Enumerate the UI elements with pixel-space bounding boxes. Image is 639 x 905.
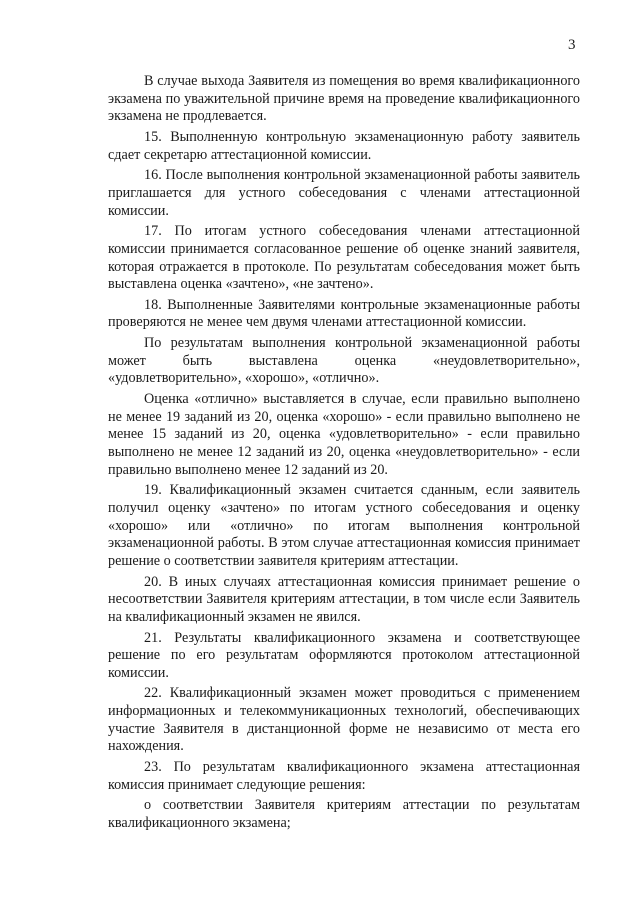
paragraph-item-16: 16. После выполнения контрольной экзаменационной работы заявитель приглашается для устного собеседования с членами аттестационной комиссии.	[108, 167, 580, 219]
document-body	[108, 73, 580, 833]
paragraph: о соответствии Заявителя критериям аттестации по результатам квалификационного экзамена;	[108, 797, 580, 831]
paragraph-item-18: 18. Выполненные Заявителями контрольные экзаменационные работы проверяются не менее чем двумя членами аттестационной комиссии.	[108, 296, 580, 331]
paragraph-item-19: 19. Квалификационный экзамен считается сданным, если заявитель получил оценку «зачтено» по итогам устного собеседования и оценку «хорошо» или «отлично» по итогам выполнения контрольной экзаменационной работы. В этом случае аттестационная комиссия принимает решение о соответствии заявителя критериям аттестации.	[108, 482, 580, 569]
paragraph-item-15: 15. Выполненную контрольную экзаменационную работу заявитель сдает секретарю аттестационной комиссии.	[108, 128, 580, 163]
page-number: 3	[568, 37, 576, 53]
paragraph-item-20: 20. В иных случаях аттестационная комиссия принимает решение о несоответствии Заявителя критериям аттестации, в том числе если Заявитель на квалификационный экзамен не явился.	[108, 573, 580, 625]
paragraph-item-23: 23. По результатам квалификационного экзамена аттестационная комиссия принимает следующие решения:	[108, 759, 580, 793]
paragraph: В случае выхода Заявителя из помещения во время квалификационного экзамена по уважительной причине время на проведение квалификационного экзамена не продлевается.	[108, 73, 580, 125]
paragraph-item-21: 21. Результаты квалификационного экзамена и соответствующее решение по его результатам оформляются протоколом аттестационной комиссии.	[108, 629, 580, 681]
paragraph-item-22: 22. Квалификационный экзамен может проводиться с применением информационных и телекоммуникационных технологий, обеспечивающих участие Заявителя в дистанционной форме не независимо от места его нахождения.	[108, 685, 580, 755]
paragraph: По результатам выполнения контрольной экзаменационной работы может быть выставлена оценка «неудовлетворительно», «удовлетворительно», «хорошо», «отлично».	[108, 335, 580, 387]
paragraph-item-17: 17. По итогам устного собеседования членами аттестационной комиссии принимается согласованное решение об оценке знаний заявителя, которая отражается в протоколе. По результатам собеседования может быть выставлена оценка «зачтено», «не зачтено».	[108, 223, 580, 293]
paragraph: Оценка «отлично» выставляется в случае, если правильно выполнено не менее 19 заданий из 20, оценка «хорошо» - если правильно выполнено не менее 15 заданий из 20, оценка «удовлетворительно» - если правильно выполнено не менее 12 заданий из 20, оценка «неудовлетворительно» - если правильно выполнено менее 12 заданий из 20.	[108, 391, 580, 478]
